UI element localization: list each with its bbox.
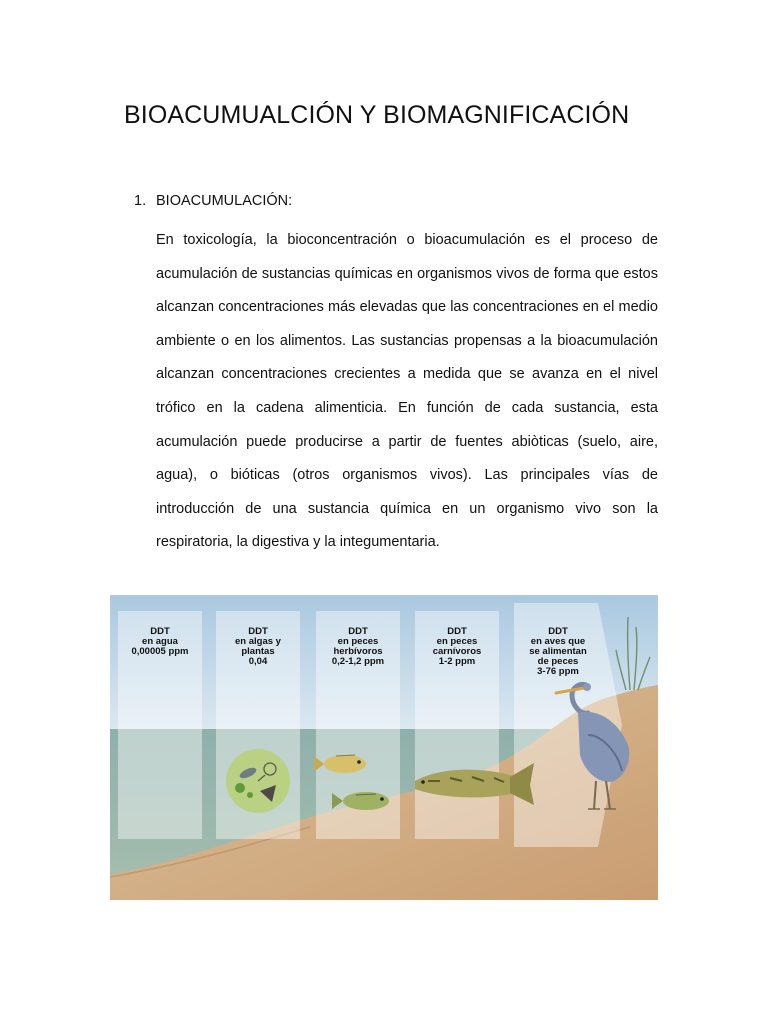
section-number: 1.	[134, 193, 147, 209]
stage-label-water: DDT en agua 0,00005 ppm	[131, 626, 189, 657]
document-title: BIOACUMUALCIÓN Y BIOMAGNIFICACIÓN	[124, 101, 630, 129]
bioaccumulation-figure	[110, 595, 658, 900]
stage-label-birds: DDT en aves que se alimentan de peces 3-76 ppm	[529, 626, 587, 677]
stage-label-herbivore-fish: DDT en peces herbívoros 0,2-1,2 ppm	[331, 626, 385, 667]
algae-plants-icon	[226, 749, 290, 813]
stage-label-algae: DDT en algas y plantas 0,04	[235, 626, 281, 667]
stage-label-carnivore-fish: DDT en peces carnívoros 1-2 ppm	[432, 626, 482, 667]
section-heading-text: BIOACUMULACIÓN:	[156, 193, 293, 209]
section-paragraph: En toxicología, la bioconcentración o bioacumulación es el proceso de acumulación de sustancias químicas en organismos vivos de forma que estos alcanzan concentraciones más elevadas que las concentraciones en el medio ambiente o en los alimentos. Las sustancias propensas a la bioacumulación alcanzan concentraciones crecientes a medida que se avanza en el nivel trófico en la cadena alimenticia. En función de cada sustancia, esta acumulación puede producirse a partir de fuentes abiòticas (suelo, aire, agua), o bióticas (otros organismos vivos). Las principales vías de introducción de una sustancia química en un organismo vivo son la respiratoria, la digestiva y la integumentaria.	[156, 232, 658, 551]
section-heading	[134, 193, 292, 209]
